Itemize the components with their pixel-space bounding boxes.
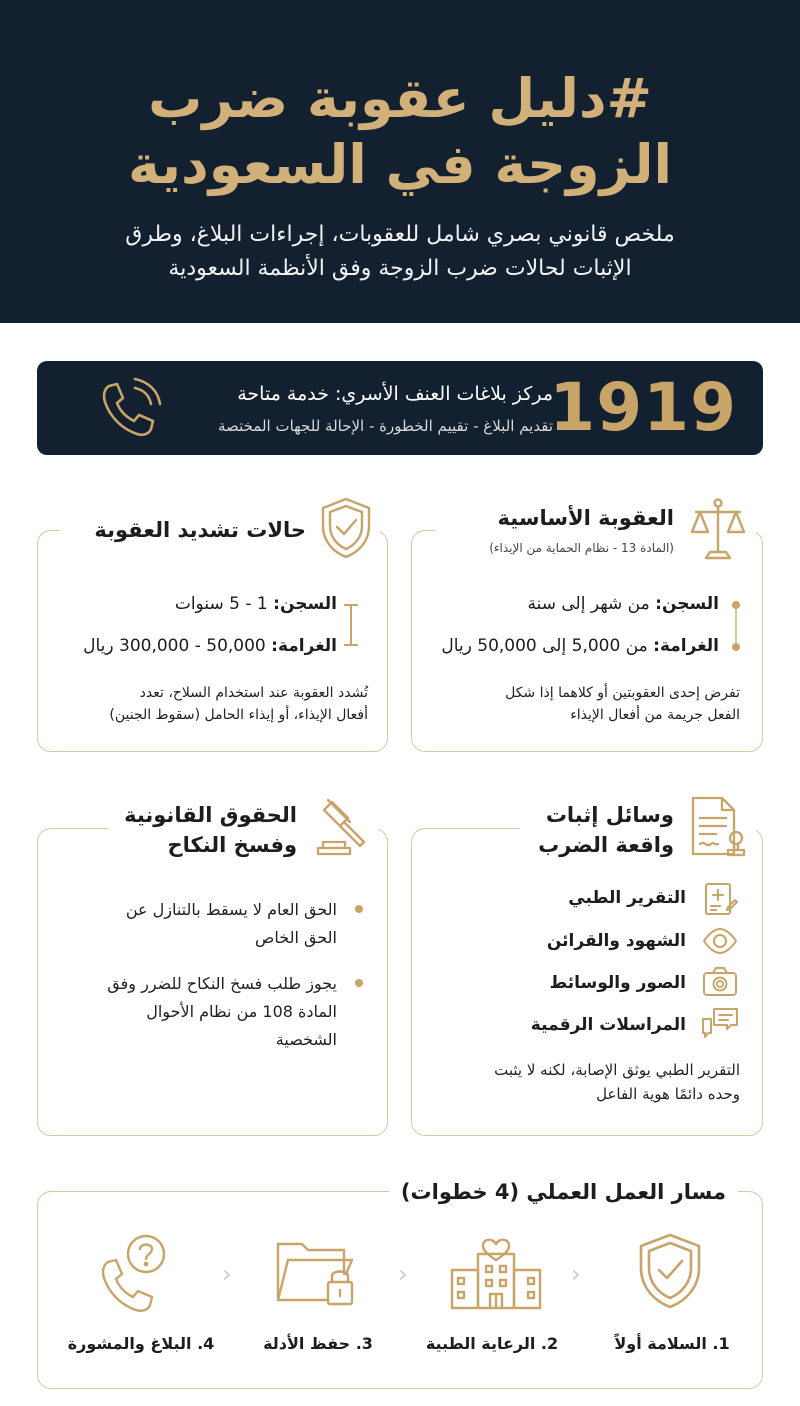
folder-lock-icon	[274, 1234, 366, 1314]
page-subtitle	[60, 218, 740, 286]
hotline-banner	[37, 361, 763, 455]
hotline-number: 1919	[549, 369, 737, 446]
basic-fine-value: من 5,000 إلى 50,000 ريال	[441, 636, 648, 656]
step-2-label: 2. الرعاية الطبية	[425, 1334, 559, 1353]
medical-report-icon	[702, 881, 738, 917]
proof-item-witnesses: الشهود والقرائن	[546, 931, 686, 951]
step-1-label: 1. السلامة أولاً	[614, 1334, 730, 1353]
proof-item-digital: المراسلات الرقمية	[530, 1015, 686, 1035]
basic-prison-line	[527, 591, 719, 617]
aggravated-prison-line	[175, 591, 337, 617]
shield-check-icon	[318, 496, 374, 560]
chat-bubbles-icon	[700, 1006, 740, 1042]
basic-fine-line	[441, 633, 719, 659]
rights-item-2: يجوز طلب فسخ النكاح للضرر وفق المادة 108 من نظام الأحوال الشخصية	[107, 974, 337, 1049]
aggravated-prison-label: السجن:	[273, 594, 337, 614]
eye-icon	[702, 926, 738, 956]
aggravated-fine-line	[83, 633, 337, 659]
step-3-label: 3. حفظ الأدلة	[263, 1334, 373, 1353]
header	[0, 0, 800, 323]
chevron-left-icon: ‹	[571, 1260, 581, 1288]
aggravated-note-text: تُشدد العقوبة عند استخدام السلاح، تعدد أفعال الإيذاء، أو إيذاء الحامل (سقوط الجنين)	[109, 685, 368, 723]
hotline-title: مركز بلاغات العنف الأسري: خدمة متاحة	[237, 383, 553, 405]
basic-penalty-note-text: تفرض إحدى العقوبتين أو كلاهما إذا شكل الفعل جريمة من أفعال الإيذاء	[505, 685, 740, 723]
aggravated-title: حالات تشديد العقوبة	[94, 518, 306, 542]
basic-prison-value: من شهر إلى سنة	[527, 594, 650, 614]
aggravated-fine-value: 50,000 - 300,000 ريال	[83, 636, 266, 656]
page-title	[0, 66, 800, 198]
gavel-icon	[310, 796, 376, 860]
chevron-left-icon: ‹	[398, 1260, 408, 1288]
scales-icon	[688, 496, 748, 562]
proof-note-text: التقرير الطبي يوثق الإصابة، لكنه لا يثبت وحده دائمًا هوية الفاعل	[494, 1061, 740, 1103]
aggravated-prison-value: 1 - 5 سنوات	[174, 594, 268, 614]
step-4-label: 4. البلاغ والمشورة	[67, 1334, 215, 1353]
hotline-subtitle: تقديم البلاغ - تقييم الخطورة - الإحالة للجهات المختصة	[218, 417, 553, 435]
title-line-2: الزوجة في السعودية	[127, 133, 672, 196]
hospital-icon	[448, 1228, 544, 1312]
proof-title: وسائل إثبات واقعة الضرب	[538, 803, 674, 857]
chevron-left-icon: ‹	[222, 1260, 232, 1288]
document-stamp-icon	[688, 794, 750, 862]
basic-penalty-title: العقوبة الأساسية	[497, 506, 674, 530]
phone-icon	[95, 374, 165, 444]
steps-title: مسار العمل العملي (4 خطوات)	[389, 1177, 738, 1207]
rights-title: الحقوق القانونية وفسخ النكاح	[124, 803, 297, 857]
proof-item-photos: الصور والوسائط	[549, 973, 686, 993]
basic-penalty-note: (المادة 13 - نظام الحماية من الإيذاء)	[489, 541, 674, 555]
subtitle-line-1: ملخص قانوني بصري شامل للعقوبات، إجراءات البلاغ، وطرق	[125, 222, 675, 247]
shield-check-icon	[636, 1232, 704, 1310]
rights-item-1: الحق العام لا يسقط بالتنازل عن الحق الخاص	[125, 900, 337, 947]
camera-icon	[702, 966, 738, 998]
title-line-1: #دليل عقوبة ضرب	[148, 67, 652, 130]
subtitle-line-2: الإثبات لحالات ضرب الزوجة وفق الأنظمة السعودية	[168, 256, 632, 281]
phone-question-icon	[98, 1232, 172, 1312]
aggravated-fine-label: الغرامة:	[271, 636, 337, 656]
basic-prison-label: السجن:	[655, 594, 719, 614]
basic-fine-label: الغرامة:	[653, 636, 719, 656]
proof-item-medical: التقرير الطبي	[568, 888, 686, 908]
